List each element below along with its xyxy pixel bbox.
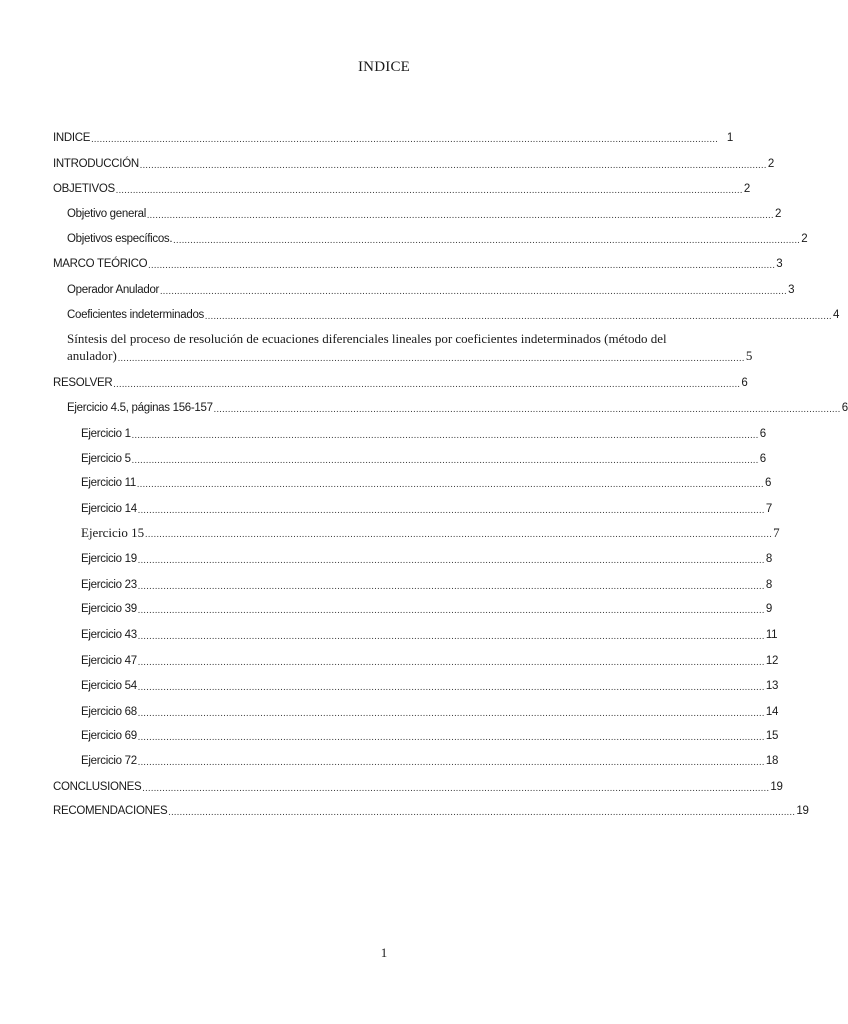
- toc-entry-page: 12: [765, 655, 779, 667]
- toc-entry-label: Ejercicio 1: [81, 428, 131, 440]
- toc-entry-label: Ejercicio 11: [81, 477, 136, 489]
- toc-entry-objetivos-especificos[interactable]: [67, 232, 808, 246]
- dot-leader: ............................................................................................................................................................................................................................: [137, 479, 764, 489]
- toc-entry-ejercicio-39[interactable]: [81, 602, 772, 616]
- toc-entry-ejercicio-11[interactable]: [81, 476, 772, 490]
- toc-entry-label: Ejercicio 47: [81, 655, 137, 667]
- toc-entry-ejercicio-15[interactable]: [81, 525, 780, 540]
- toc-entry-label: Objetivo general: [67, 208, 146, 220]
- toc-entry-introduccion[interactable]: [53, 157, 774, 171]
- toc-entry-label: Objetivos específicos.: [67, 233, 173, 245]
- toc-entry-label: RESOLVER: [53, 377, 113, 389]
- toc-entry-marco-teorico[interactable]: [53, 257, 783, 271]
- toc-entry-label: Ejercicio 23: [81, 579, 137, 591]
- toc-entry-page: 8: [765, 553, 772, 565]
- toc-entry-label: OBJETIVOS: [53, 183, 115, 195]
- dot-leader: ............................................................................................................................................................................................................................: [131, 430, 759, 440]
- toc-entry-operador-anulador[interactable]: [67, 283, 795, 297]
- toc-entry-label: INDICE: [53, 132, 91, 144]
- toc-entry-label: Ejercicio 72: [81, 755, 137, 767]
- toc-entry-label: Ejercicio 5: [81, 453, 131, 465]
- toc-entry-label: Ejercicio 68: [81, 706, 137, 718]
- dot-leader: ............................................................................................................................................................................................................................: [137, 581, 765, 591]
- toc-entry-objetivo-general[interactable]: [67, 207, 782, 221]
- dot-leader: ............................................................................................................................................................................................................................: [142, 783, 770, 793]
- toc-entry-ejercicio-1[interactable]: [81, 427, 766, 441]
- toc-entry-page: 19: [796, 805, 809, 817]
- toc-entry-page: 9: [765, 603, 772, 615]
- dot-leader: ............................................................................................................................................................................................................................: [137, 505, 765, 515]
- toc-entry-recomendaciones[interactable]: [53, 804, 809, 818]
- toc-entry-objetivos[interactable]: [53, 182, 750, 196]
- dot-leader: ............................................................................................................................................................................................................................: [173, 235, 801, 245]
- toc-entry-page: 2: [767, 158, 774, 170]
- toc-entry-page: 6: [759, 453, 766, 465]
- dot-leader: ............................................................................................................................................................................................................................: [137, 682, 765, 692]
- dot-leader: ............................................................................................................................................................................................................................: [139, 160, 767, 170]
- toc-entry-label: Ejercicio 15: [81, 525, 145, 540]
- dot-leader: ............................................................................................................................................................................................................................: [148, 260, 776, 270]
- toc-entry-page: 5: [745, 348, 753, 363]
- toc-entry-page: 6: [759, 428, 766, 440]
- toc-entry-resolver[interactable]: [53, 376, 748, 390]
- dot-leader: ............................................................................................................................................................................................................................: [213, 404, 841, 414]
- toc-entry-label: Ejercicio 14: [81, 503, 137, 515]
- toc-entry-coeficientes-indeterminados[interactable]: [67, 308, 840, 322]
- toc-entry-label: Operador Anulador: [67, 284, 160, 296]
- toc-entry-page: 7: [765, 503, 772, 515]
- toc-entry-page: 7: [773, 525, 780, 540]
- toc-entry-ejercicio-4-5[interactable]: [67, 401, 848, 415]
- dot-leader: ............................................................................................................................................................................................................................: [137, 555, 765, 565]
- toc-entry-ejercicio-5[interactable]: [81, 452, 766, 466]
- toc-entry-page: 1: [726, 132, 733, 144]
- toc-entry-label-continued: anulador): [67, 348, 117, 363]
- dot-leader: ............................................................................................................................................................................................................................: [160, 286, 788, 296]
- dot-leader: ............................................................................................................................................................................................................................: [91, 134, 719, 144]
- toc-entry-page: 15: [765, 730, 779, 742]
- dot-leader: ............................................................................................................................................................................................................................: [145, 529, 773, 539]
- toc-entry-page: 2: [774, 208, 782, 220]
- toc-entry-label: MARCO TEÓRICO: [53, 258, 148, 270]
- toc-entry-label: Ejercicio 39: [81, 603, 137, 615]
- toc-entry-ejercicio-54[interactable]: [81, 679, 779, 693]
- dot-leader: ............................................................................................................................................................................................................................: [117, 353, 745, 363]
- toc-entry-label: Ejercicio 19: [81, 553, 137, 565]
- toc-entry-page: 6: [841, 402, 848, 414]
- toc-entry-ejercicio-68[interactable]: [81, 705, 779, 719]
- toc-entry-label: RECOMENDACIONES: [53, 805, 168, 817]
- dot-leader: ............................................................................................................................................................................................................................: [131, 455, 759, 465]
- toc-entry-ejercicio-43[interactable]: [81, 628, 778, 642]
- dot-leader: ............................................................................................................................................................................................................................: [205, 311, 833, 321]
- toc-entry-ejercicio-69[interactable]: [81, 729, 779, 743]
- toc-entry-label: Ejercicio 69: [81, 730, 137, 742]
- dot-leader: ............................................................................................................................................................................................................................: [137, 757, 765, 767]
- dot-leader: ............................................................................................................................................................................................................................: [137, 605, 765, 615]
- toc-entry-sintesis[interactable]: [67, 330, 753, 364]
- toc-entry-indice[interactable]: [53, 131, 733, 145]
- toc-entry-page: 2: [801, 233, 808, 245]
- toc-entry-page: 3: [788, 284, 795, 296]
- toc-entry-ejercicio-23[interactable]: [81, 578, 772, 592]
- toc-entry-label: CONCLUSIONES: [53, 781, 142, 793]
- dot-leader: ............................................................................................................................................................................................................................: [137, 631, 765, 641]
- toc-entry-page: 2: [743, 183, 750, 195]
- toc-entry-page: 3: [776, 258, 783, 270]
- toc-entry-ejercicio-47[interactable]: [81, 654, 779, 668]
- dot-leader: ............................................................................................................................................................................................................................: [137, 732, 765, 742]
- toc-entry-ejercicio-14[interactable]: [81, 502, 772, 516]
- dot-leader: ............................................................................................................................................................................................................................: [146, 210, 774, 220]
- toc-entry-page: 18: [765, 755, 779, 767]
- toc-entry-page: 19: [770, 781, 783, 793]
- toc-entry-label: Ejercicio 43: [81, 629, 137, 641]
- toc-entry-page: 6: [765, 477, 772, 489]
- dot-leader: ............................................................................................................................................................................................................................: [115, 185, 743, 195]
- dot-leader: ............................................................................................................................................................................................................................: [168, 807, 796, 817]
- dot-leader: ............................................................................................................................................................................................................................: [137, 657, 765, 667]
- toc-entry-ejercicio-72[interactable]: [81, 754, 779, 768]
- toc-entry-label: Ejercicio 4.5, páginas 156-157: [67, 402, 213, 414]
- toc-entry-ejercicio-19[interactable]: [81, 552, 772, 566]
- toc-entry-page: 13: [765, 680, 779, 692]
- toc-entry-page: 6: [741, 377, 748, 389]
- toc-entry-label: Ejercicio 54: [81, 680, 137, 692]
- toc-entry-label: INTRODUCCIÓN: [53, 158, 139, 170]
- toc-entry-label: Coeficientes indeterminados: [67, 309, 205, 321]
- toc-entry-page: 11: [765, 629, 778, 641]
- toc-entry-page: 8: [765, 579, 772, 591]
- page-number: 1: [380, 945, 388, 960]
- toc-entry-page: 4: [833, 309, 840, 321]
- dot-leader: ............................................................................................................................................................................................................................: [137, 708, 765, 718]
- toc-entry-label: Síntesis del proceso de resolución de ecuaciones diferenciales lineales por coeficientes indeterminados (método del: [67, 331, 667, 346]
- toc-entry-conclusiones[interactable]: [53, 780, 783, 794]
- page-title: INDICE: [357, 59, 411, 75]
- toc-entry-page: 14: [765, 706, 779, 718]
- dot-leader: ............................................................................................................................................................................................................................: [113, 379, 741, 389]
